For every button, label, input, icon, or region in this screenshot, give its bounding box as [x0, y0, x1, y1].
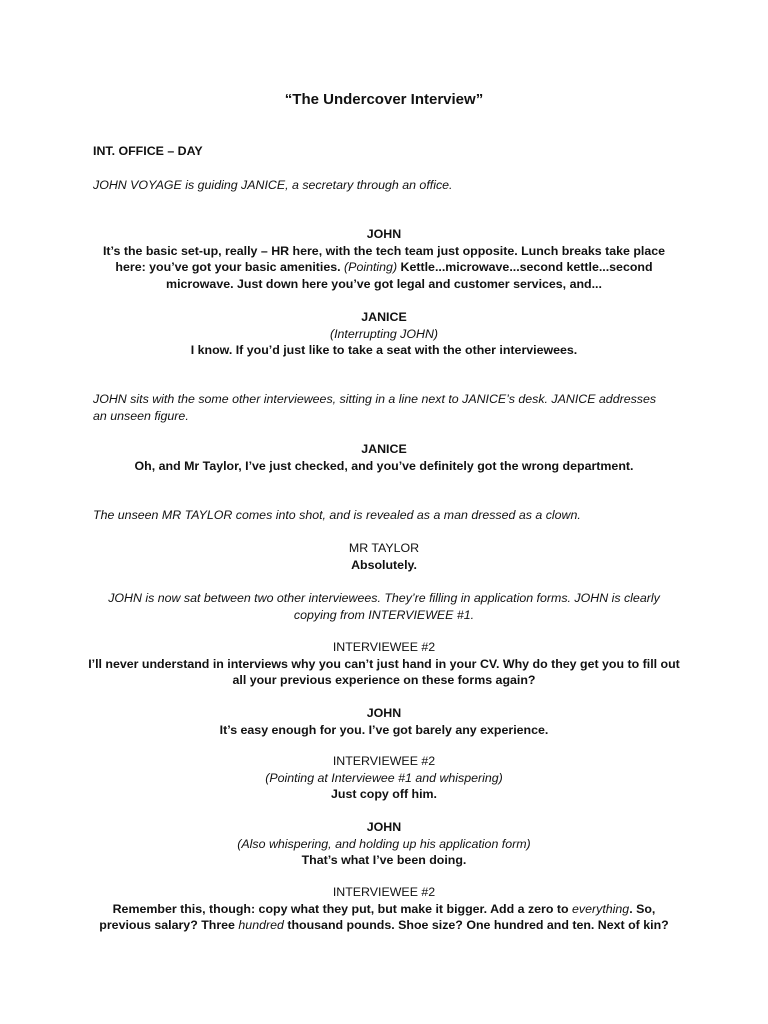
character-name: INTERVIEWEE #2 — [332, 640, 436, 654]
dialogue-text: here: you’ve got your basic amenities. — [115, 260, 345, 275]
parenthetical: (Pointing) — [344, 260, 398, 275]
dialogue-block — [84, 705, 684, 738]
dialogue-block — [84, 753, 684, 803]
character-name: INTERVIEWEE #2 — [332, 885, 436, 899]
dialogue-line: Oh, and Mr Taylor, I’ve just checked, and you’ve definitely got the wrong department. — [134, 458, 634, 473]
action-text: copying from INTERVIEWEE #1. — [293, 607, 475, 622]
dialogue-block — [84, 819, 684, 869]
action-text: an unseen figure. — [93, 408, 189, 423]
dialogue-text: previous salary? Three — [99, 918, 239, 933]
emphasis: hundred — [238, 918, 284, 933]
character-name: JOHN — [366, 820, 402, 834]
dialogue-text: . So, — [629, 901, 656, 916]
dialogue-block — [84, 226, 684, 292]
dialogue-block — [84, 884, 684, 934]
character-name: JANICE — [361, 310, 407, 324]
action-line: The unseen MR TAYLOR comes into shot, and is revealed as a man dressed as a clown. — [93, 508, 581, 522]
action-text: JOHN is now sat between two other interviewees. They’re filling in application forms. JOHN is clearly — [108, 591, 660, 605]
scene-heading: INT. OFFICE – DAY — [93, 144, 203, 158]
page-title: “The Undercover Interview” — [284, 91, 484, 108]
dialogue-block — [84, 540, 684, 573]
parenthetical: (Also whispering, and holding up his application form) — [237, 836, 531, 851]
parenthetical: (Pointing at Interviewee #1 and whispering) — [265, 770, 503, 785]
action-line — [84, 590, 684, 623]
dialogue-line — [84, 917, 684, 934]
dialogue-line: It’s the basic set-up, really – HR here, with the tech team just opposite. Lunch breaks take place — [102, 243, 666, 258]
dialogue-line: That’s what I’ve been doing. — [301, 853, 467, 868]
character-name: JOHN — [366, 706, 402, 720]
dialogue-text: Kettle...microwave...second kettle...second — [397, 260, 653, 275]
emphasis: everything — [572, 901, 630, 916]
dialogue-line: I’ll never understand in interviews why you can’t just hand in your CV. Why do they get you to fill out — [88, 656, 680, 671]
character-name: MR TAYLOR — [348, 541, 420, 555]
dialogue-block — [84, 309, 684, 359]
dialogue-text: Remember this, though: copy what they put, but make it bigger. Add a zero to — [112, 901, 573, 916]
dialogue-line: Just copy off him. — [330, 787, 438, 802]
dialogue-line: I know. If you’d just like to take a seat with the other interviewees. — [190, 343, 578, 358]
parenthetical: (Interrupting JOHN) — [329, 326, 439, 341]
dialogue-line: It’s easy enough for you. I’ve got barely any experience. — [219, 722, 549, 737]
action-line: JOHN VOYAGE is guiding JANICE, a secretary through an office. — [93, 178, 453, 192]
dialogue-line — [84, 259, 684, 276]
action-text: JOHN sits with the some other interviewees, sitting in a line next to JANICE’s desk. JANICE addresses — [93, 392, 657, 406]
character-name: JOHN — [366, 227, 402, 241]
character-name: JANICE — [361, 442, 407, 456]
character-name: INTERVIEWEE #2 — [332, 754, 436, 768]
dialogue-line: microwave. Just down here you’ve got legal and customer services, and... — [166, 276, 602, 291]
dialogue-block — [84, 441, 684, 474]
dialogue-line — [84, 901, 684, 918]
dialogue-line: all your previous experience on these forms again? — [232, 673, 536, 688]
action-line — [93, 391, 675, 424]
dialogue-text: thousand pounds. Shoe size? One hundred and ten. Next of kin? — [283, 918, 669, 933]
dialogue-line: Absolutely. — [351, 557, 417, 572]
dialogue-block — [84, 639, 684, 689]
